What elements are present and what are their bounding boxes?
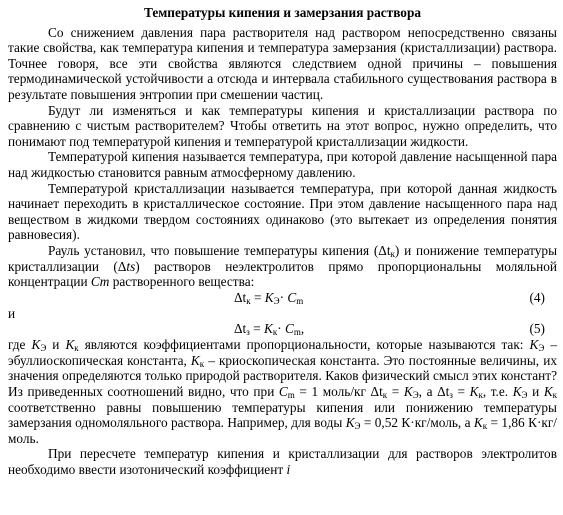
eq-symbol: C [284,321,294,337]
text-run: , т.е. [482,384,513,400]
italic-symbol: Cm [90,274,110,290]
eq-punct: , [300,321,305,337]
subscript: к [390,248,395,259]
subscript: m [293,327,301,338]
equation-4 [8,290,557,306]
eq-symbol: Δt [234,321,247,337]
eq-symbol: К [263,321,273,337]
eq-operator: · [279,289,288,305]
equation-formula [234,290,303,306]
text-run: – эбуллиоскопическая константа, [8,337,557,368]
constant-symbol: К [403,384,413,400]
eq-operator: = [250,289,265,305]
paragraph-question: Будут ли изменяться и как температуры кипения и кристаллизации раствора по сравнению с чистым растворителем? Чтобы ответить на этот вопрос, нужно определить, что понимают под температурой кипения и температурой кристаллизации жидкости. [8,102,557,149]
text-run: и [527,384,544,400]
subscript: з [449,390,453,401]
eq-symbol: К [264,289,274,305]
subscript: Э [521,390,528,401]
text-run: = [452,384,470,400]
text-run: При пересчете температур кипения и кристаллизации для растворов электролитов необходимо ввести изотонический коэффициент [8,446,557,478]
text-run: соответственно равны повышению температуры кипения или понижению температуры замерзания одномоляльного раствора. Например, для воды [8,399,557,431]
constant-symbol: К [473,415,483,431]
subscript: к [482,421,488,432]
subscript: к [272,327,278,338]
constant-symbol: К [345,415,355,431]
constant-symbol: C [278,384,288,400]
subscript: к [74,343,79,354]
equation-number: (4) [529,289,545,305]
eq-symbol: Δt [234,289,247,305]
eq-operator: = [249,321,264,337]
text-run: растворенного вещества: [109,274,255,290]
text-run: и [46,337,66,353]
paragraph-intro: Со снижением давления пара растворителя над раствором непосредственно связаны такие свойства, как температура кипения и температура замерзания (кристаллизации) раствора. Точнее говоря, все эти свойства являются следствием одной причины – повышения термодинамической устойчивости а отсюда и интервала стабильного существования раствора в результате повышения энтропии при смешении частиц. [8,24,557,102]
italic-symbol: ts [126,258,136,274]
constant-symbol: К [65,337,75,353]
conjunction-line: и [8,305,16,321]
text-run: = 0,52 К·кг/моль, а [360,415,474,431]
paragraph-raoult-law [8,243,557,290]
subscript: Э [412,390,419,401]
equation-5 [8,321,557,337]
paragraph-boiling-definition: Температурой кипения называется температура, при которой давление насыщенной пара над жидкостью становится равным атмосферному давлению. [8,149,557,180]
constant-symbol: К [512,384,522,400]
constant-symbol: К [31,337,41,353]
text-run: – криоскопическая константа. Это постоянные величины, их значения определяются только природой растворителя. Каков физический смысл этих констант? Из приведенных соотношений видно, что при [8,352,557,400]
subscript: к [552,390,558,401]
subscript: m [296,295,304,306]
paragraph-crystallization-definition: Температурой кристаллизации называется температура, при которой данная жидкость начинает переходить в кристаллическое состояние. При этом давление насыщенного пара над веществом в жидкоми твердом состояниях одинаково (это вытекает из определения понятия равновесия). [8,180,557,243]
constant-symbol: К [543,384,553,400]
constant-symbol: К [529,337,539,353]
eq-symbol: C [287,289,297,305]
subscript: Э [40,343,47,354]
subscript: з [246,327,250,338]
subscript: к [382,390,388,401]
text-run: являются коэффициентами пропорциональности, которые называются так: [78,337,530,353]
text-run: где [8,337,32,353]
equation-number: (5) [529,321,545,337]
text-run: Рауль установил, что повышение температуры кипения (Δt [48,242,391,258]
text-run: ) растворов неэлектролитов прямо пропорциональны моляльной концентрации [8,258,557,290]
subscript: Э [538,343,545,354]
text-run: = [387,384,404,400]
paragraph-electrolytes [8,446,557,477]
equation-formula [234,321,304,337]
subscript: к [246,295,251,306]
italic-symbol: i [286,462,291,478]
text-run: = 1 моль/кг Δt [294,384,383,400]
text-run: = 1,86 К·кг/моль. [8,415,557,446]
constant-symbol: К [190,352,200,368]
subscript: к [199,358,205,369]
text-run: ) и понижение температуры кристаллизации (Δ [8,242,558,274]
paragraph-constants [8,337,557,446]
page-title: Температуры кипения и замерзания раствора [143,5,421,20]
eq-operator: · [277,321,285,337]
constant-symbol: К [469,384,479,400]
subscript: Э [273,295,280,306]
text-run: , а Δt [418,384,450,400]
subscript: Э [354,421,361,432]
subscript: m [287,390,295,401]
subscript: к [478,390,483,401]
